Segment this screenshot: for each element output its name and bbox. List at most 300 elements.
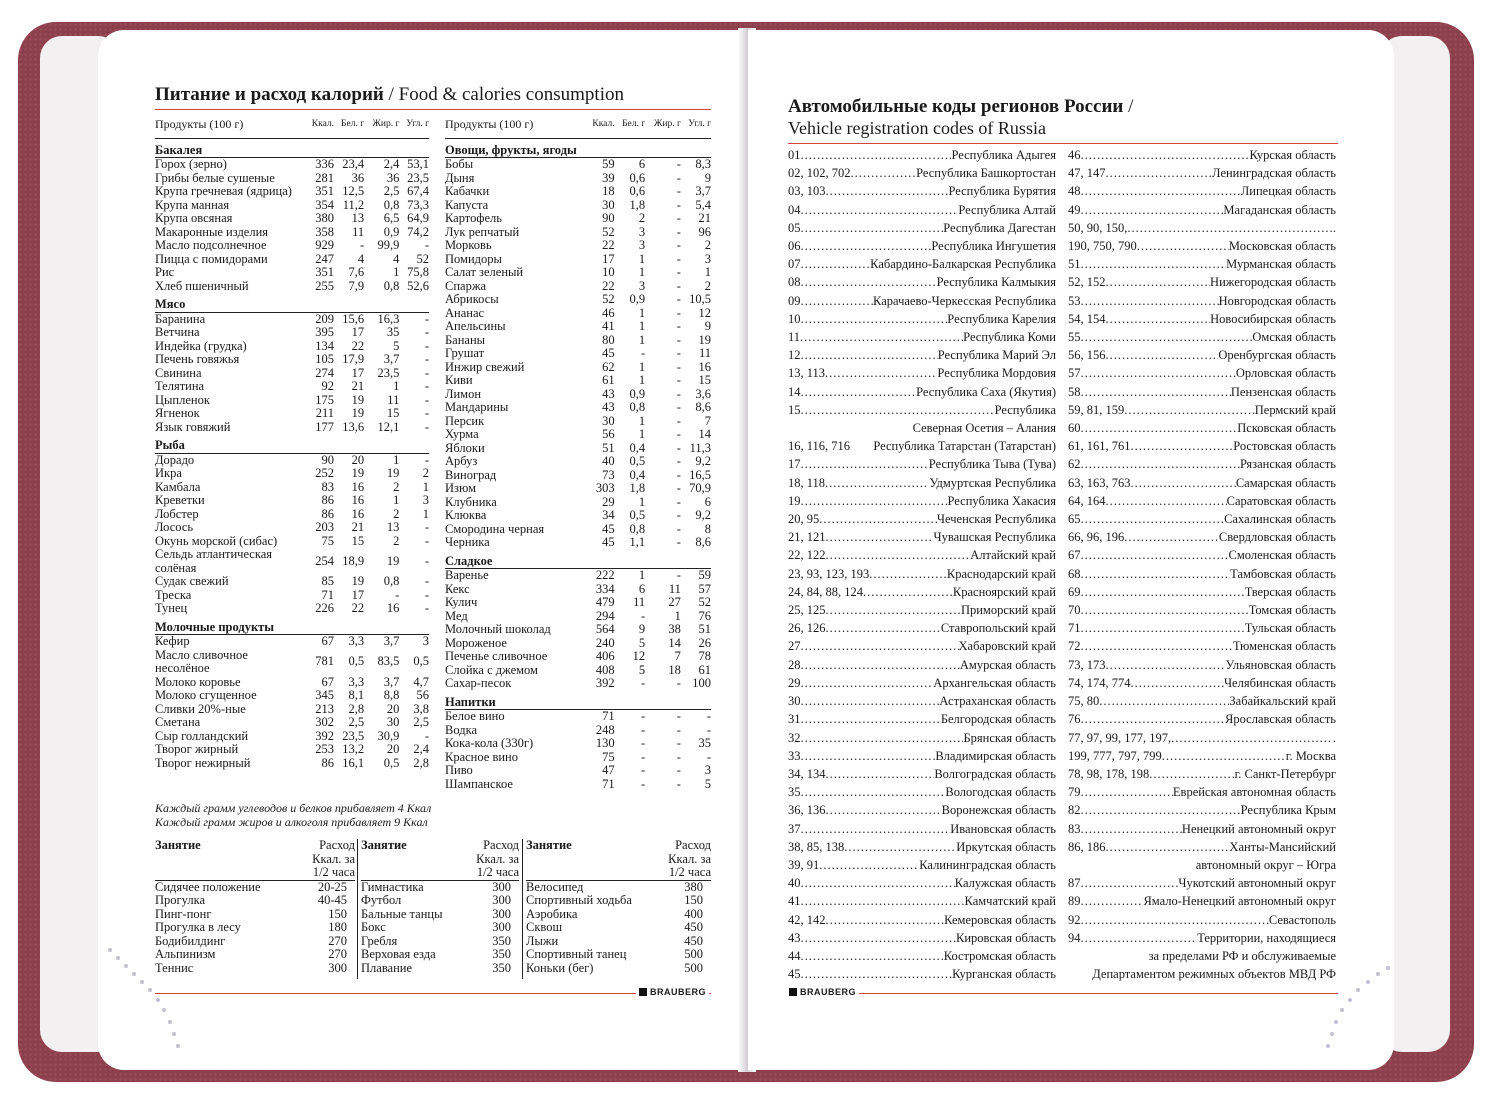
food-name: Творог нежирный xyxy=(155,755,251,770)
food-name: Креветки xyxy=(155,493,205,507)
dot-leader xyxy=(826,801,942,819)
food-value: 255 xyxy=(315,278,335,293)
region-code: 63, 163, 763 xyxy=(1068,475,1131,490)
food-value: 1 xyxy=(638,373,646,387)
region-code: 43 xyxy=(788,930,801,945)
title-underline xyxy=(155,109,711,110)
food-value: 5 xyxy=(638,635,646,650)
food-row xyxy=(445,307,711,321)
food-value: - xyxy=(676,454,681,468)
food-value: 16 xyxy=(351,506,365,521)
food-name: Водка xyxy=(445,722,478,737)
region-name: Республика Тыва (Тува) xyxy=(928,457,1056,472)
food-name: Кабачки xyxy=(445,184,490,198)
food-value: 211 xyxy=(315,406,335,420)
activity-name: Теннис xyxy=(155,960,194,975)
food-row xyxy=(445,226,711,240)
region-code: 16, 116, 716 xyxy=(788,439,851,454)
region-name: Костромская область xyxy=(943,948,1056,963)
region-name: Республика Башкортостан xyxy=(916,166,1056,181)
food-name: Баранина xyxy=(155,311,206,326)
activity-header-row xyxy=(526,853,711,867)
food-value: 19 xyxy=(351,466,365,480)
food-value: 1 xyxy=(422,479,429,494)
dot-leader xyxy=(1106,310,1211,328)
food-row xyxy=(445,253,711,267)
food-row xyxy=(445,677,711,691)
food-row xyxy=(445,347,711,361)
region-code-row xyxy=(788,510,1056,528)
dot-leader xyxy=(801,292,874,310)
region-name: . xyxy=(1332,220,1336,235)
food-value: 3,3 xyxy=(348,674,365,689)
region-code: 42, 142 xyxy=(788,912,826,927)
activity-kcal: 500 xyxy=(684,960,703,975)
dot-leader xyxy=(1081,364,1236,382)
food-value: 35 xyxy=(386,325,400,339)
activity-row xyxy=(361,948,519,962)
food-value: 17 xyxy=(351,365,365,380)
food-value: - xyxy=(424,587,429,602)
activity-row xyxy=(526,962,711,976)
food-value: 130 xyxy=(595,736,615,750)
food-value: 30 xyxy=(386,715,400,729)
food-name: Цыпленок xyxy=(155,392,210,407)
food-value: 9 xyxy=(704,319,711,333)
food-value: 52 xyxy=(698,595,711,609)
region-code: 92 xyxy=(1068,912,1081,927)
food-name: Черника xyxy=(445,535,490,549)
activity-row xyxy=(526,921,711,935)
region-name: Республика Ингушетия xyxy=(931,239,1056,254)
food-value: 51 xyxy=(698,622,711,636)
food-value: 6 xyxy=(638,157,646,171)
expense-header: Ккал. за xyxy=(668,851,711,866)
food-value: - xyxy=(424,338,429,353)
activity-divider-1 xyxy=(357,839,358,979)
header-cell: Бел. г xyxy=(334,118,364,138)
food-name: Морковь xyxy=(445,238,492,252)
food-name: Масло подсолнечное xyxy=(155,238,267,252)
dot-leader xyxy=(1124,528,1219,546)
food-value: 92 xyxy=(321,379,335,393)
food-value: 1 xyxy=(638,427,646,441)
dot-leader xyxy=(1149,765,1234,783)
region-code-row xyxy=(1068,419,1336,437)
region-code-row xyxy=(1068,273,1336,291)
dot-leader xyxy=(801,219,944,237)
region-name: Белгородская область xyxy=(940,712,1056,727)
region-code-row xyxy=(788,364,1056,382)
food-value: 1 xyxy=(638,359,646,374)
header-cell: Ккал. xyxy=(305,118,334,138)
food-row xyxy=(155,340,429,354)
food-value: - xyxy=(424,365,429,380)
expense-header: Расход xyxy=(319,838,355,852)
food-value: 4 xyxy=(393,251,400,266)
region-code-row xyxy=(1068,729,1336,747)
food-value: 7 xyxy=(704,413,711,428)
food-value: 247 xyxy=(315,251,335,266)
activity-kcal: 270 xyxy=(328,933,347,948)
region-name: Пермский край xyxy=(1254,402,1336,417)
region-code: 89 xyxy=(1068,894,1081,909)
food-value: 30 xyxy=(602,197,615,212)
food-value: - xyxy=(424,728,429,743)
category-label: Напитки xyxy=(445,691,711,710)
food-value: 17,9 xyxy=(342,352,365,366)
food-name: Лобстер xyxy=(155,506,199,521)
food-value: 0,9 xyxy=(629,386,646,401)
food-value: 99,9 xyxy=(377,238,400,252)
region-code-row xyxy=(788,947,1056,965)
food-value: 2 xyxy=(393,479,400,494)
region-code: 48 xyxy=(1068,184,1081,199)
region-code-row xyxy=(1068,346,1336,364)
region-name: Территории, находящиеся xyxy=(1197,930,1336,945)
food-value: - xyxy=(676,184,681,198)
food-row xyxy=(445,199,711,213)
food-value: 36 xyxy=(351,170,365,185)
region-code-row xyxy=(1068,146,1336,164)
food-value: 16,5 xyxy=(689,467,711,482)
region-code: 79 xyxy=(1068,785,1081,800)
region-name: Смоленская область xyxy=(1228,548,1336,563)
region-code: 21, 121 xyxy=(788,530,826,545)
region-code-row xyxy=(1068,892,1336,910)
region-code-row xyxy=(788,637,1056,655)
food-category xyxy=(155,293,429,312)
dot-leader xyxy=(1081,601,1249,619)
activity-header-row xyxy=(155,853,355,867)
food-value: 20 xyxy=(386,701,400,716)
activity-header-row xyxy=(526,839,711,853)
region-code-row xyxy=(1068,801,1336,819)
food-name: Судак свежий xyxy=(155,574,229,588)
food-value: 3 xyxy=(638,238,646,252)
region-code: 25, 125 xyxy=(788,603,826,618)
region-code-row xyxy=(1068,838,1336,856)
food-value: 248 xyxy=(595,722,615,737)
region-code: 11 xyxy=(788,330,801,345)
region-code: 55 xyxy=(1068,330,1081,345)
activity-header-row xyxy=(361,853,519,867)
food-value: 76 xyxy=(698,608,711,623)
food-value: 781 xyxy=(315,654,335,669)
activity-header xyxy=(155,866,297,880)
food-value: 12,1 xyxy=(377,419,400,434)
dot-leader xyxy=(801,492,948,510)
food-value: 19 xyxy=(351,574,365,588)
activity-kcal: 180 xyxy=(328,920,347,934)
activity-divider-2 xyxy=(522,839,523,979)
region-name: Новгородская область xyxy=(1218,293,1336,308)
dot-leader xyxy=(1081,874,1179,892)
region-code-row xyxy=(788,255,1056,273)
dot-leader xyxy=(801,874,955,892)
region-name: Орловская область xyxy=(1235,366,1336,381)
food-row xyxy=(445,239,711,253)
dot-leader xyxy=(1081,710,1226,728)
food-value: 0,6 xyxy=(629,170,646,185)
food-row xyxy=(445,428,711,442)
region-code: 18, 118 xyxy=(788,475,826,490)
food-value: 209 xyxy=(315,311,335,326)
region-code-row xyxy=(788,874,1056,892)
food-row xyxy=(445,401,711,415)
food-value: 15,6 xyxy=(342,311,365,326)
food-name: Дыня xyxy=(445,170,475,185)
food-value: 56 xyxy=(416,688,429,702)
food-value: 9 xyxy=(704,170,711,185)
region-code: 68 xyxy=(1068,566,1081,581)
left-page xyxy=(98,30,746,1070)
food-value: 19 xyxy=(386,553,400,568)
region-name: Магаданская область xyxy=(1223,202,1336,217)
activity-header xyxy=(361,866,465,880)
food-row xyxy=(445,280,711,294)
food-value: - xyxy=(676,400,681,414)
region-code-row xyxy=(1068,637,1336,655)
food-value: 0,5 xyxy=(383,755,400,770)
region-name: Хабаровский край xyxy=(958,639,1056,654)
activity-name: Сквош xyxy=(526,920,563,934)
food-value: 75 xyxy=(602,749,615,764)
region-code: 60 xyxy=(1068,421,1081,436)
food-value: 2,8 xyxy=(413,755,429,770)
dot-leader xyxy=(1106,838,1230,856)
region-code-row xyxy=(788,710,1056,728)
food-name: Картофель xyxy=(445,211,502,225)
activity-name: Прогулка xyxy=(155,893,206,907)
region-code-row xyxy=(788,528,1056,546)
activity-kcal: 380 xyxy=(684,879,703,894)
food-name: Кефир xyxy=(155,634,190,648)
food-name: Ананас xyxy=(445,305,485,320)
activity-kcal: 40-45 xyxy=(317,893,347,907)
header-cell: Бел. г xyxy=(615,118,646,138)
region-code: 54, 154 xyxy=(1068,311,1106,326)
region-name: Республика Коми xyxy=(963,330,1056,345)
food-row xyxy=(155,743,429,757)
food-value: 351 xyxy=(315,184,335,198)
region-code-row xyxy=(788,583,1056,601)
food-value: - xyxy=(676,736,681,750)
food-value: 73 xyxy=(602,467,615,482)
activity-kcal: 350 xyxy=(492,960,511,975)
region-code: 07 xyxy=(788,257,801,272)
food-category xyxy=(155,434,429,453)
food-value: - xyxy=(640,736,646,750)
region-code: 69 xyxy=(1068,584,1081,599)
food-row xyxy=(155,407,429,421)
food-value: 0,8 xyxy=(383,278,400,293)
food-value: - xyxy=(676,346,681,360)
region-name: Забайкальский край xyxy=(1229,694,1336,709)
food-row xyxy=(445,596,711,610)
region-code-row xyxy=(1068,455,1336,473)
dot-leader xyxy=(844,838,956,856)
dot-leader xyxy=(801,383,917,401)
food-value: 71 xyxy=(602,776,615,791)
food-value: 294 xyxy=(595,608,615,623)
region-name: Оренбургская область xyxy=(1218,348,1336,363)
food-value: - xyxy=(424,520,429,534)
food-name: Апельсины xyxy=(445,319,506,333)
food-value: - xyxy=(676,776,681,791)
food-name: Помидоры xyxy=(445,251,502,266)
food-name: Печенье сливочное xyxy=(445,649,548,663)
food-name: Сметана xyxy=(155,715,201,729)
region-code: 24, 84, 88, 124 xyxy=(788,584,863,599)
food-name: Бобы xyxy=(445,157,474,171)
region-name: Республика Калмыкия xyxy=(936,275,1056,290)
food-name: Грибы белые сушеные xyxy=(155,170,275,185)
region-name: Тульская область xyxy=(1244,621,1336,636)
dot-leader xyxy=(801,255,871,273)
food-value: - xyxy=(424,419,429,434)
food-value: 52 xyxy=(602,292,615,306)
food-name: Мед xyxy=(445,608,468,623)
food-value: - xyxy=(640,776,646,791)
food-row xyxy=(155,280,429,294)
food-value: - xyxy=(424,392,429,407)
region-name: Кемеровская область xyxy=(944,912,1056,927)
dot-leader xyxy=(801,783,946,801)
dot-leader xyxy=(1081,929,1198,947)
region-code: 33 xyxy=(788,748,801,763)
dot-leader xyxy=(801,346,938,364)
region-code-row xyxy=(1068,492,1336,510)
dot-leader xyxy=(1081,146,1250,164)
food-row xyxy=(155,326,429,340)
food-name: Сахар-песок xyxy=(445,676,512,690)
food-row xyxy=(445,172,711,186)
region-code: 49 xyxy=(1068,202,1081,217)
food-name: Слойка с джемом xyxy=(445,662,538,677)
region-code: 56, 156 xyxy=(1068,348,1106,363)
region-code-row xyxy=(788,856,1056,874)
food-name: Варенье xyxy=(445,568,489,582)
food-value: 134 xyxy=(315,338,335,353)
dot-leader xyxy=(825,364,937,382)
food-value: 16 xyxy=(386,601,400,615)
dot-leader xyxy=(1081,637,1234,655)
food-value: 105 xyxy=(315,352,335,366)
expense-header: 1/2 часа xyxy=(297,866,355,880)
region-code-row xyxy=(788,546,1056,564)
food-name: Ветчина xyxy=(155,325,200,339)
food-row xyxy=(445,637,711,651)
food-value: 15 xyxy=(386,406,400,420)
food-name: Крупа овсяная xyxy=(155,211,233,225)
food-value: - xyxy=(359,238,365,252)
region-name: Тверская область xyxy=(1244,584,1336,599)
dot-leader xyxy=(1081,201,1224,219)
food-row xyxy=(445,610,711,624)
region-code-row xyxy=(788,747,1056,765)
food-value: - xyxy=(676,481,681,495)
activity-name: Альпинизм xyxy=(155,947,216,961)
region-name: Свердловская область xyxy=(1218,530,1336,545)
food-table-col1 xyxy=(155,118,429,770)
region-code: 94 xyxy=(1068,930,1081,945)
food-value: - xyxy=(676,211,681,225)
region-code: 86, 186 xyxy=(1068,839,1106,854)
food-value: - xyxy=(424,601,429,615)
header-cell: Ккал. xyxy=(585,118,614,138)
food-value: - xyxy=(676,292,681,306)
food-value: - xyxy=(424,379,429,393)
region-code: 39, 91 xyxy=(788,857,820,872)
food-value: - xyxy=(706,709,711,723)
food-value: - xyxy=(424,352,429,366)
food-value: 11 xyxy=(668,581,681,596)
food-value: 1,8 xyxy=(629,481,646,495)
food-value: - xyxy=(640,676,646,690)
food-value: 0,5 xyxy=(629,508,646,522)
dot-leader xyxy=(1081,892,1144,910)
food-value: 1 xyxy=(638,305,646,320)
activity-name: Верховая езда xyxy=(361,947,436,961)
food-row xyxy=(445,536,711,550)
dot-leader xyxy=(801,656,960,674)
dot-leader xyxy=(1081,546,1229,564)
food-value: 1,1 xyxy=(629,535,646,549)
region-code: 78, 98, 178, 198 xyxy=(1068,766,1150,781)
dot-leader xyxy=(801,455,929,473)
category-label: Мясо xyxy=(155,293,429,312)
food-value: 1 xyxy=(704,265,711,279)
activity-row xyxy=(155,880,355,894)
food-row xyxy=(155,548,429,575)
region-name: Томская область xyxy=(1248,603,1336,618)
region-code: 62 xyxy=(1068,457,1081,472)
expense-header: Ккал. за xyxy=(312,851,355,866)
food-value: 30,9 xyxy=(377,728,400,743)
food-row xyxy=(155,199,429,213)
food-value: - xyxy=(676,170,681,185)
food-value: 6,5 xyxy=(383,211,400,225)
region-code-row xyxy=(1068,474,1336,492)
food-value: 71 xyxy=(602,709,615,723)
food-value: - xyxy=(676,359,681,374)
region-name: Курганская область xyxy=(952,967,1056,982)
food-name: Виноград xyxy=(445,467,497,482)
activity-kcal: 500 xyxy=(684,947,703,961)
food-name: Телятина xyxy=(155,379,205,393)
food-value: 13,6 xyxy=(342,419,365,434)
dot-leader xyxy=(801,146,952,164)
region-name: Иркутская область xyxy=(956,839,1056,854)
activity-kcal: 300 xyxy=(492,920,511,934)
header-cell: Жир. г xyxy=(364,118,399,138)
food-value: 6 xyxy=(638,581,646,596)
food-value: 1 xyxy=(638,568,646,582)
dot-leader xyxy=(1081,182,1241,200)
activity-kcal: 150 xyxy=(684,893,703,907)
region-code-row xyxy=(1068,292,1336,310)
dot-leader xyxy=(1081,292,1219,310)
food-name: Масло сливочное несолёное xyxy=(155,647,248,675)
region-name: Сахалинская область xyxy=(1224,512,1336,527)
food-name: Дорадо xyxy=(155,452,195,467)
food-value: 74,2 xyxy=(407,224,429,239)
food-row xyxy=(155,716,429,730)
decorative-dots-left xyxy=(98,930,238,1070)
food-value: - xyxy=(424,311,429,326)
dot-leader xyxy=(1162,747,1286,765)
